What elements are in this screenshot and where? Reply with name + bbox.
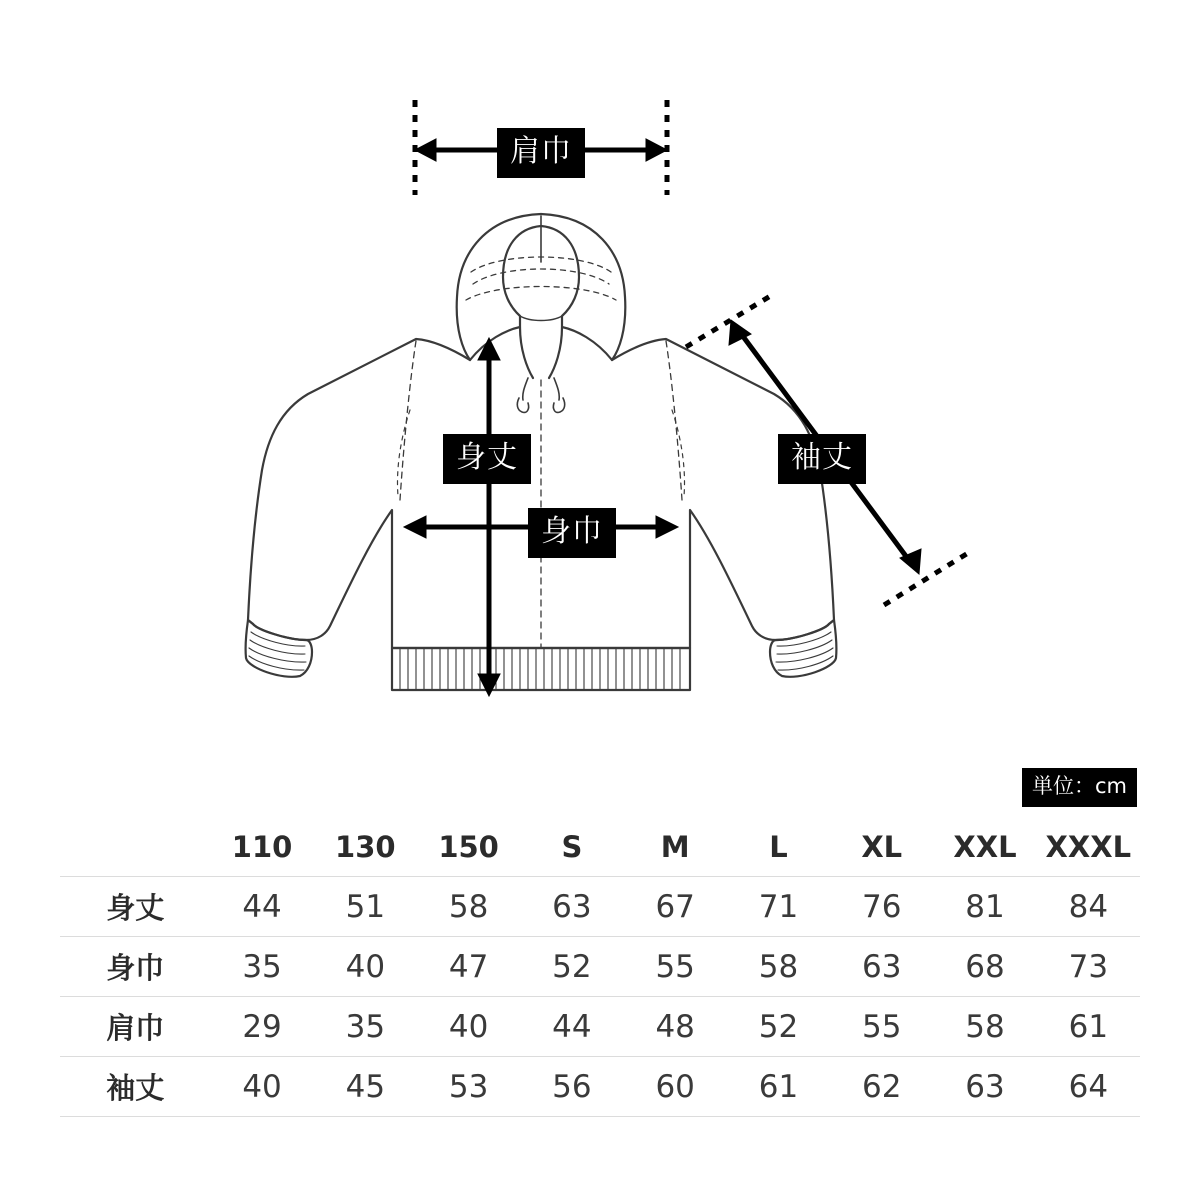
cell-body-length-s: 63 <box>552 888 592 925</box>
cell-body-length-110: 44 <box>242 888 282 925</box>
size-header-m: M <box>624 818 727 877</box>
cell-shoulder-xl: 55 <box>862 1008 902 1045</box>
row-header-body-width: 身巾 <box>106 951 165 985</box>
cell-sleeve-110: 40 <box>242 1068 282 1105</box>
size-header-s: S <box>520 818 623 877</box>
cell-sleeve-xxxl: 64 <box>1068 1068 1109 1105</box>
label-body-width: 身巾 <box>528 508 616 558</box>
dimension-body-length <box>478 338 500 696</box>
cell-body-length-150: 58 <box>448 888 489 925</box>
cell-body-width-m: 55 <box>655 948 695 985</box>
size-header-xxl: XXL <box>933 818 1036 877</box>
cell-sleeve-130: 45 <box>345 1068 386 1105</box>
cell-shoulder-l: 52 <box>758 1008 799 1045</box>
size-table <box>60 818 1140 1117</box>
row-header-shoulder-width: 肩巾 <box>106 1011 165 1045</box>
cell-shoulder-m: 48 <box>655 1008 695 1045</box>
cell-body-width-xl: 63 <box>862 948 902 985</box>
cell-sleeve-xl: 62 <box>862 1068 902 1105</box>
table-row <box>60 937 1140 997</box>
label-sleeve-length: 袖丈 <box>778 434 866 484</box>
cell-sleeve-l: 61 <box>758 1068 799 1105</box>
cell-sleeve-m: 60 <box>655 1068 695 1105</box>
size-header-l: L <box>727 818 830 877</box>
cell-shoulder-s: 44 <box>552 1008 592 1045</box>
cell-body-length-130: 51 <box>345 888 386 925</box>
row-header-sleeve-length: 袖丈 <box>106 1071 165 1105</box>
table-header-row <box>60 818 1140 877</box>
cell-body-width-l: 58 <box>758 948 799 985</box>
table-row <box>60 1057 1140 1117</box>
table-row <box>60 997 1140 1057</box>
cell-shoulder-xxxl: 61 <box>1068 1008 1109 1045</box>
cell-body-width-xxxl: 73 <box>1068 948 1109 985</box>
label-shoulder-width: 肩巾 <box>497 128 585 178</box>
size-header-xl: XL <box>830 818 933 877</box>
cell-body-length-m: 67 <box>655 888 695 925</box>
size-header-xxxl: XXXL <box>1037 818 1140 877</box>
cell-body-width-130: 40 <box>345 948 386 985</box>
cell-shoulder-130: 35 <box>345 1008 386 1045</box>
cell-body-width-110: 35 <box>242 948 282 985</box>
cell-shoulder-xxl: 58 <box>965 1008 1005 1045</box>
cell-sleeve-s: 56 <box>552 1068 592 1105</box>
table-corner-cell <box>60 818 210 877</box>
row-header-body-length: 身丈 <box>106 891 165 925</box>
cell-body-width-xxl: 68 <box>965 948 1005 985</box>
cell-body-length-xxl: 81 <box>965 888 1005 925</box>
label-body-length: 身丈 <box>443 434 531 484</box>
cell-shoulder-150: 40 <box>448 1008 489 1045</box>
size-header-150: 150 <box>417 818 520 877</box>
cell-body-width-s: 52 <box>552 948 592 985</box>
cell-body-length-xl: 76 <box>862 888 902 925</box>
cell-body-length-l: 71 <box>758 888 799 925</box>
size-header-110: 110 <box>210 818 313 877</box>
size-header-130: 130 <box>314 818 417 877</box>
table-row <box>60 877 1140 937</box>
cell-sleeve-xxl: 63 <box>965 1068 1005 1105</box>
cell-sleeve-150: 53 <box>448 1068 489 1105</box>
cell-body-width-150: 47 <box>448 948 489 985</box>
cell-shoulder-110: 29 <box>242 1008 282 1045</box>
unit-badge: 単位：cm <box>1022 768 1137 807</box>
cell-body-length-xxxl: 84 <box>1068 888 1109 925</box>
